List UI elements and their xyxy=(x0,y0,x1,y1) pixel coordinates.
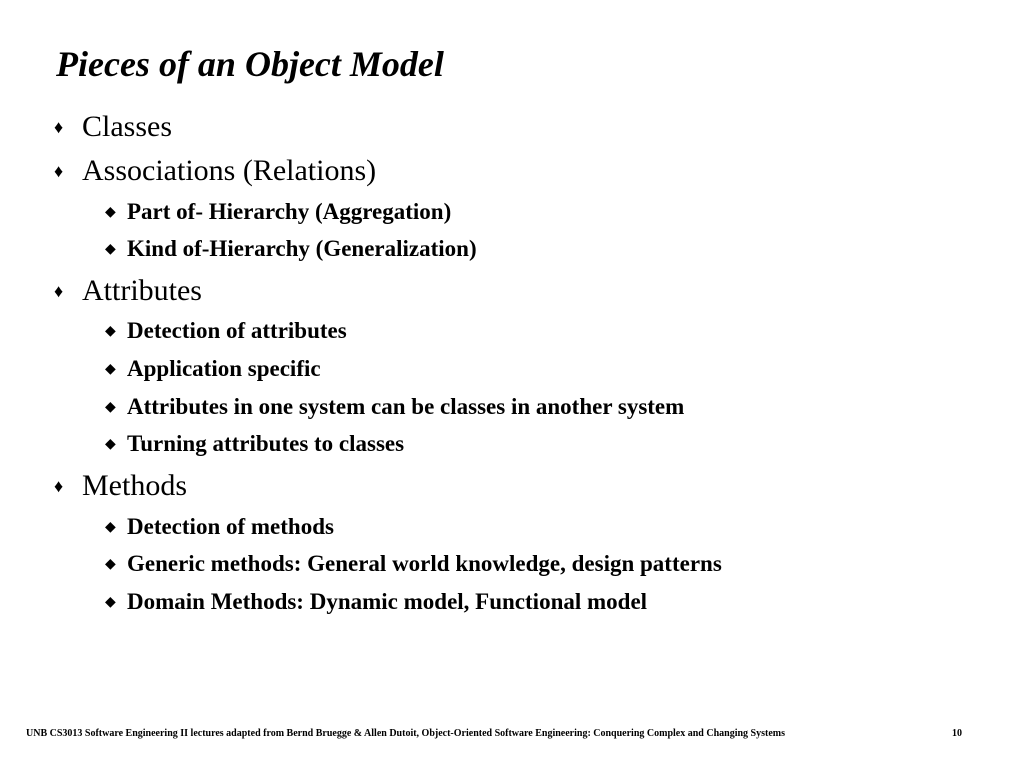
sub-bullet-text: Part of- Hierarchy (Aggregation) xyxy=(127,199,452,224)
bullet-classes xyxy=(54,109,172,148)
slide-title: Pieces of an Object Model xyxy=(56,44,444,84)
bullet-text: Classes xyxy=(82,110,172,143)
bullet-text: Associations (Relations) xyxy=(82,154,377,187)
diamond-filled-icon: ◆ xyxy=(105,400,116,415)
sub-bullet-generalization xyxy=(105,235,477,267)
sub-bullet-detection-methods xyxy=(105,513,334,545)
diamond-outline-icon: ♦ xyxy=(54,117,64,137)
diamond-filled-icon: ◆ xyxy=(105,557,116,572)
sub-bullet-aggregation xyxy=(105,198,451,230)
sub-bullet-application-specific xyxy=(105,355,321,387)
diamond-outline-icon: ♦ xyxy=(54,161,64,181)
sub-bullet-attributes-classes xyxy=(105,393,684,425)
sub-bullet-turning-attributes xyxy=(105,430,404,462)
sub-bullet-text: Detection of methods xyxy=(127,514,334,539)
page-number: 10 xyxy=(952,728,962,739)
sub-bullet-text: Turning attributes to classes xyxy=(127,431,405,456)
diamond-filled-icon: ◆ xyxy=(105,437,116,452)
diamond-filled-icon: ◆ xyxy=(105,205,116,220)
diamond-outline-icon: ♦ xyxy=(54,281,64,301)
bullet-text: Methods xyxy=(82,469,187,502)
sub-bullet-text: Generic methods: General world knowledge, design patterns xyxy=(127,551,722,576)
diamond-filled-icon: ◆ xyxy=(105,520,116,535)
bullet-methods xyxy=(54,468,187,507)
bullet-attributes xyxy=(54,273,202,312)
bullet-text: Attributes xyxy=(82,274,202,307)
sub-bullet-text: Detection of attributes xyxy=(127,318,347,343)
diamond-filled-icon: ◆ xyxy=(105,324,116,339)
bullet-associations xyxy=(54,153,376,192)
sub-bullet-text: Attributes in one system can be classes in another system xyxy=(127,394,685,419)
sub-bullet-text: Application specific xyxy=(127,356,321,381)
diamond-filled-icon: ◆ xyxy=(105,595,116,610)
diamond-filled-icon: ◆ xyxy=(105,362,116,377)
footer-citation: UNB CS3013 Software Engineering II lectures adapted from Bernd Bruegge & Allen Dutoit, Object-Oriented Software Engineering: Conquering Complex and Changing Systems xyxy=(26,728,785,739)
diamond-outline-icon: ♦ xyxy=(54,476,64,496)
sub-bullet-text: Domain Methods: Dynamic model, Functional model xyxy=(127,589,648,614)
diamond-filled-icon: ◆ xyxy=(105,242,116,257)
sub-bullet-detection-attributes xyxy=(105,317,347,349)
sub-bullet-generic-methods xyxy=(105,550,722,582)
sub-bullet-text: Kind of-Hierarchy (Generalization) xyxy=(127,236,477,261)
sub-bullet-domain-methods xyxy=(105,588,647,620)
